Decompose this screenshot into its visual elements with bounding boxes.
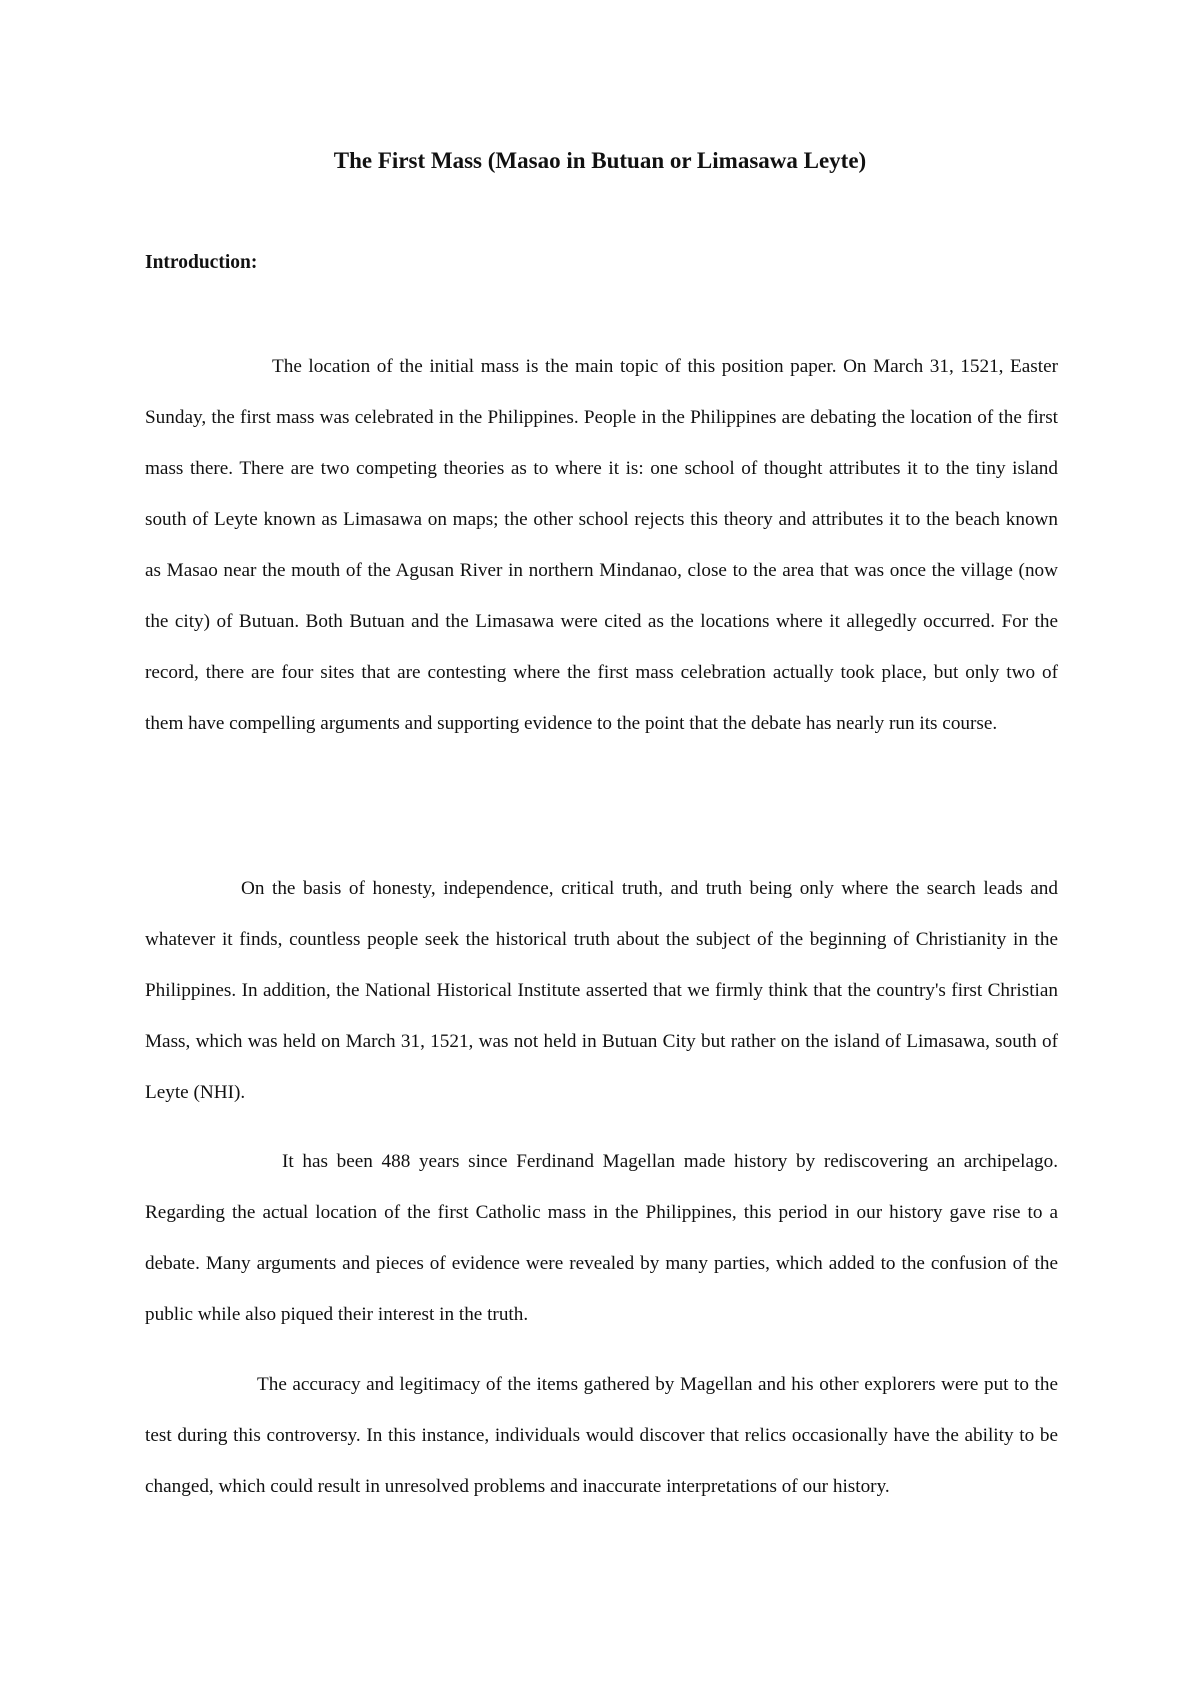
- section-heading-introduction: Introduction:: [145, 252, 258, 273]
- paragraph-1: The location of the initial mass is the main topic of this position paper. On March 31, 1521, Easter Sunday, the first mass was celebrated in the Philippines. People in the Philippines are debating the location of the first mass there. There are two competing theories as to where it is: one school of thought attributes it to the tiny island south of Leyte known as Limasawa on maps; the other school rejects this theory and attributes it to the beach known as Masao near the mouth of the Agusan River in northern Mindanao, close to the area that was once the village (now the city) of Butuan. Both Butuan and the Limasawa were cited as the locations where it allegedly occurred. For the record, there are four sites that are contesting where the first mass celebration actually took place, but only two of them have compelling arguments and supporting evidence to the point that the debate has nearly run its course.: [145, 356, 1058, 734]
- paragraph-3: It has been 488 years since Ferdinand Magellan made history by rediscovering an archipelago. Regarding the actual location of the first Catholic mass in the Philippines, this period in our history gave rise to a debate. Many arguments and pieces of evidence were revealed by many parties, which added to the confusion of the public while also piqued their interest in the truth.: [145, 1151, 1058, 1325]
- document-title: The First Mass (Masao in Butuan or Limasawa Leyte): [333, 148, 867, 173]
- paragraph-4: The accuracy and legitimacy of the items gathered by Magellan and his other explorers were put to the test during this controversy. In this instance, individuals would discover that relics occasionally have the ability to be changed, which could result in unresolved problems and inaccurate interpretations of our history.: [145, 1374, 1058, 1497]
- paragraph-2: On the basis of honesty, independence, critical truth, and truth being only where the search leads and whatever it finds, countless people seek the historical truth about the subject of the beginning of Christianity in the Philippines. In addition, the National Historical Institute asserted that we firmly think that the country's first Christian Mass, which was held on March 31, 1521, was not held in Butuan City but rather on the island of Limasawa, south of Leyte (NHI).: [145, 878, 1058, 1103]
